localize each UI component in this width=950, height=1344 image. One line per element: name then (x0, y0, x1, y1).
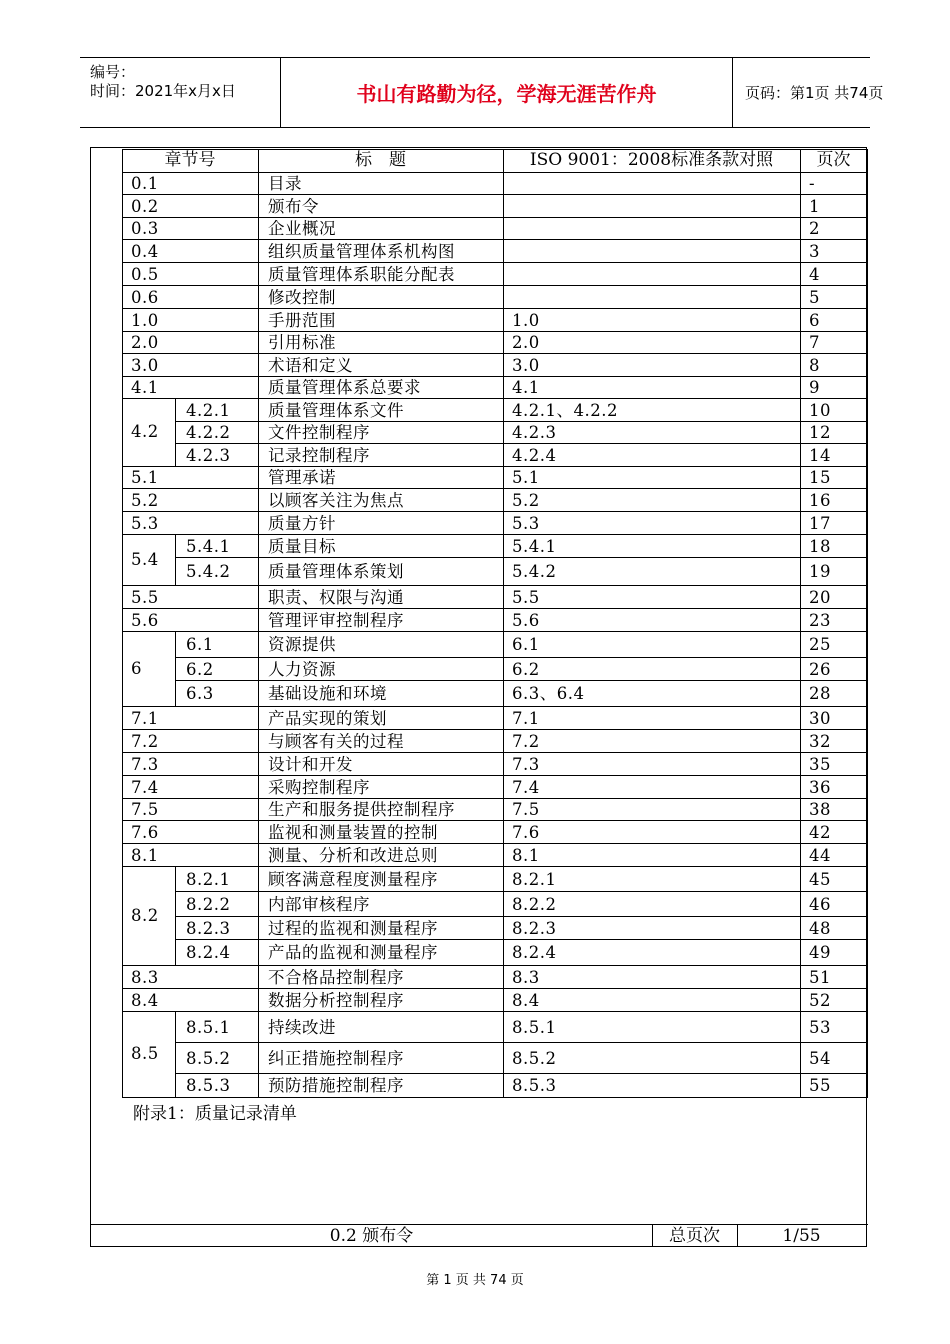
section-number: 7.4 (131, 778, 159, 797)
iso-clause: 6.3、6.4 (512, 684, 585, 703)
section-title: 目录 (268, 174, 302, 193)
document-date: 时间：2021年x月x日 (90, 82, 236, 100)
section-title: 质量管理体系文件 (268, 401, 404, 420)
table-rule (122, 285, 868, 286)
table-rule (122, 988, 868, 989)
section-title: 组织质量管理体系机构图 (268, 242, 455, 261)
footer-doc-title: 0.2 颁布令 (329, 1226, 414, 1246)
table-rule (175, 680, 868, 681)
page-number-cell: 45 (809, 870, 831, 889)
document-number-label: 编号： (90, 63, 136, 81)
column-header: 页次 (816, 150, 851, 170)
page-number-cell: 38 (809, 800, 831, 819)
iso-clause: 8.5.2 (512, 1049, 557, 1068)
page-number-cell: 28 (809, 684, 831, 703)
document-footer (90, 1224, 867, 1247)
subsection-number: 8.5.3 (186, 1076, 231, 1095)
page-number-cell: 49 (809, 943, 831, 962)
section-title: 数据分析控制程序 (268, 991, 404, 1010)
page-number-cell: 8 (809, 356, 820, 375)
section-number: 3.0 (131, 356, 159, 375)
table-rule (122, 729, 868, 730)
iso-clause: 5.1 (512, 468, 540, 487)
table-rule (175, 916, 868, 917)
page-number-cell: 52 (809, 991, 831, 1010)
table-rule (175, 421, 868, 422)
table-rule (122, 843, 868, 844)
table-rule (122, 308, 868, 309)
iso-clause: 7.6 (512, 823, 540, 842)
page-number-cell: 12 (809, 423, 831, 442)
page-number-cell: 7 (809, 333, 820, 352)
section-number: 0.6 (131, 288, 159, 307)
iso-clause: 8.2.3 (512, 919, 557, 938)
iso-clause: 8.5.1 (512, 1018, 557, 1037)
iso-clause: 2.0 (512, 333, 540, 352)
subsection-number: 8.5.1 (186, 1018, 231, 1037)
page-number-cell: 1 (809, 197, 820, 216)
iso-clause: 8.4 (512, 991, 540, 1010)
iso-clause: 4.2.1、4.2.2 (512, 401, 618, 420)
subsection-number: 4.2.2 (186, 423, 231, 442)
section-number: 0.3 (131, 219, 159, 238)
section-title: 质量管理体系总要求 (268, 378, 421, 397)
section-title: 引用标准 (268, 333, 336, 352)
subsection-number: 8.2.3 (186, 919, 231, 938)
table-rule (122, 775, 868, 776)
section-title: 生产和服务提供控制程序 (268, 800, 455, 819)
table-rule (175, 398, 176, 466)
iso-clause: 7.1 (512, 709, 540, 728)
subsection-number: 5.4.1 (186, 537, 231, 556)
page-number-cell: 14 (809, 446, 831, 465)
table-rule (122, 820, 868, 821)
page-number-cell: 3 (809, 242, 820, 261)
page-number-cell: 53 (809, 1018, 831, 1037)
section-title: 质量管理体系策划 (268, 562, 404, 581)
page-number-cell: 4 (809, 265, 820, 284)
iso-clause: 3.0 (512, 356, 540, 375)
section-title: 测量、分析和改进总则 (268, 846, 438, 865)
section-title: 颁布令 (268, 197, 319, 216)
table-rule (122, 608, 868, 609)
page-number-cell: - (809, 174, 816, 193)
table-rule (122, 149, 123, 1097)
table-rule (122, 511, 868, 512)
iso-clause: 5.5 (512, 588, 540, 607)
table-rule (122, 217, 868, 218)
table-rule (122, 1011, 868, 1012)
footer-total-label: 总页次 (669, 1226, 720, 1246)
table-rule (122, 262, 868, 263)
page-number-cell: 44 (809, 846, 831, 865)
section-title: 文件控制程序 (268, 423, 370, 442)
section-title: 纠正措施控制程序 (268, 1049, 404, 1068)
section-title: 管理评审控制程序 (268, 611, 404, 630)
section-number: 1.0 (131, 311, 159, 330)
table-rule (175, 657, 868, 658)
section-title: 采购控制程序 (268, 778, 370, 797)
section-title: 产品的监视和测量程序 (268, 943, 438, 962)
section-number: 5.3 (131, 514, 159, 533)
section-title: 设计和开发 (268, 755, 353, 774)
section-title: 顾客满意程度测量程序 (268, 870, 438, 889)
group-section-number: 4.2 (131, 422, 159, 441)
table-rule (122, 534, 868, 535)
page-number-cell: 51 (809, 968, 831, 987)
section-number: 7.6 (131, 823, 159, 842)
table-rule (122, 194, 868, 195)
page-number-cell: 32 (809, 732, 831, 751)
group-section-number: 8.5 (131, 1044, 159, 1063)
page-number-cell: 42 (809, 823, 831, 842)
section-title: 持续改进 (268, 1018, 336, 1037)
section-number: 0.5 (131, 265, 159, 284)
table-rule (503, 149, 504, 1097)
section-number: 5.6 (131, 611, 159, 630)
subsection-number: 6.3 (186, 684, 214, 703)
appendix-note: 附录1：质量记录清单 (133, 1104, 297, 1124)
iso-clause: 4.2.4 (512, 446, 557, 465)
subsection-number: 8.2.4 (186, 943, 231, 962)
table-rule (122, 466, 868, 467)
section-title: 基础设施和环境 (268, 684, 387, 703)
section-number: 0.2 (131, 197, 159, 216)
page-number-cell: 46 (809, 895, 831, 914)
section-title: 产品实现的策划 (268, 709, 387, 728)
page-number-cell: 23 (809, 611, 831, 630)
table-rule (122, 798, 868, 799)
table-rule (122, 488, 868, 489)
page-number-cell: 36 (809, 778, 831, 797)
section-number: 7.1 (131, 709, 159, 728)
page-number-cell: 18 (809, 537, 831, 556)
section-number: 7.3 (131, 755, 159, 774)
page-number-cell: 6 (809, 311, 820, 330)
section-number: 8.1 (131, 846, 159, 865)
table-rule (175, 443, 868, 444)
iso-clause: 8.5.3 (512, 1076, 557, 1095)
page-number-cell: 48 (809, 919, 831, 938)
table-rule (122, 1097, 868, 1098)
column-header: 章节号 (164, 150, 216, 170)
iso-clause: 4.1 (512, 378, 540, 397)
page-number-cell: 17 (809, 514, 831, 533)
iso-clause: 8.2.1 (512, 870, 557, 889)
table-rule (122, 239, 868, 240)
section-title: 术语和定义 (268, 356, 353, 375)
iso-clause: 8.1 (512, 846, 540, 865)
table-rule (175, 1073, 868, 1074)
section-title: 人力资源 (268, 660, 336, 679)
table-rule (800, 149, 801, 1097)
page-number-cell: 5 (809, 288, 820, 307)
section-number: 5.1 (131, 468, 159, 487)
iso-clause: 7.4 (512, 778, 540, 797)
subsection-number: 4.2.3 (186, 446, 231, 465)
table-rule (122, 706, 868, 707)
section-title: 修改控制 (268, 288, 336, 307)
section-number: 8.3 (131, 968, 159, 987)
section-title: 手册范围 (268, 311, 336, 330)
header-meta (80, 58, 281, 127)
page-number-cell: 20 (809, 588, 831, 607)
iso-clause: 1.0 (512, 311, 540, 330)
table-rule (122, 752, 868, 753)
table-rule (122, 331, 868, 332)
subsection-number: 8.2.1 (186, 870, 231, 889)
section-title: 监视和测量装置的控制 (268, 823, 438, 842)
page-number-cell: 2 (809, 219, 820, 238)
section-number: 5.2 (131, 491, 159, 510)
section-title: 质量目标 (268, 537, 336, 556)
section-title: 质量管理体系职能分配表 (268, 265, 455, 284)
section-title: 管理承诺 (268, 468, 336, 487)
iso-clause: 4.2.3 (512, 423, 557, 442)
section-number: 0.1 (131, 174, 159, 193)
iso-clause: 8.2.4 (512, 943, 557, 962)
page-number-cell: 26 (809, 660, 831, 679)
table-rule (122, 376, 868, 377)
section-title: 预防措施控制程序 (268, 1076, 404, 1095)
table-rule (175, 1042, 868, 1043)
subsection-number: 6.2 (186, 660, 214, 679)
table-rule (122, 866, 868, 867)
group-section-number: 6 (131, 659, 142, 678)
subsection-number: 4.2.1 (186, 401, 231, 420)
iso-clause: 5.3 (512, 514, 540, 533)
section-title: 质量方针 (268, 514, 336, 533)
section-title: 职责、权限与沟通 (268, 588, 404, 607)
page-number-cell: 10 (809, 401, 831, 420)
iso-clause: 8.2.2 (512, 895, 557, 914)
table-rule (122, 585, 868, 586)
page-number-cell: 25 (809, 635, 831, 654)
section-title: 内部审核程序 (268, 895, 370, 914)
table-rule (122, 398, 868, 399)
subsection-number: 5.4.2 (186, 562, 231, 581)
table-rule (122, 353, 868, 354)
subsection-number: 8.5.2 (186, 1049, 231, 1068)
iso-clause: 5.2 (512, 491, 540, 510)
page-number-cell: 30 (809, 709, 831, 728)
section-number: 8.4 (131, 991, 159, 1010)
section-number: 7.5 (131, 800, 159, 819)
section-number: 7.2 (131, 732, 159, 751)
subsection-number: 6.1 (186, 635, 214, 654)
table-rule (258, 149, 259, 1097)
iso-clause: 5.4.2 (512, 562, 557, 581)
section-number: 2.0 (131, 333, 159, 352)
table-rule (122, 965, 868, 966)
table-rule (175, 534, 176, 585)
table-rule (175, 891, 868, 892)
header-page-info: 页码：第1页 共74页 (745, 84, 884, 102)
table-rule (122, 172, 868, 173)
footer-total-value: 1/55 (782, 1226, 821, 1246)
section-title: 以顾客关注为焦点 (268, 491, 404, 510)
section-title: 不合格品控制程序 (268, 968, 404, 987)
page-number-cell: 16 (809, 491, 831, 510)
page-number-cell: 19 (809, 562, 831, 581)
group-section-number: 5.4 (131, 550, 159, 569)
section-title: 过程的监视和测量程序 (268, 919, 438, 938)
iso-clause: 7.3 (512, 755, 540, 774)
iso-clause: 5.6 (512, 611, 540, 630)
page-header (80, 57, 884, 128)
iso-clause: 5.4.1 (512, 537, 557, 556)
iso-clause: 7.5 (512, 800, 540, 819)
table-rule (175, 1011, 176, 1097)
page-number-cell: 54 (809, 1049, 831, 1068)
page-number-cell: 35 (809, 755, 831, 774)
table-rule (122, 631, 868, 632)
iso-clause: 8.3 (512, 968, 540, 987)
page-number-cell: 15 (809, 468, 831, 487)
section-title: 资源提供 (268, 635, 336, 654)
table-rule (867, 149, 868, 1097)
column-header: ISO 9001：2008标准条款对照 (529, 150, 774, 170)
iso-clause: 7.2 (512, 732, 540, 751)
table-rule (175, 557, 868, 558)
subsection-number: 8.2.2 (186, 895, 231, 914)
group-section-number: 8.2 (131, 906, 159, 925)
table-rule (175, 631, 176, 706)
page-number-cell: 55 (809, 1076, 831, 1095)
section-title: 记录控制程序 (268, 446, 370, 465)
table-rule (175, 939, 868, 940)
section-number: 5.5 (131, 588, 159, 607)
section-title: 与顾客有关的过程 (268, 732, 404, 751)
iso-clause: 6.2 (512, 660, 540, 679)
header-motto: 书山有路勤为径，学海无涯苦作舟 (281, 58, 733, 127)
iso-clause: 6.1 (512, 635, 540, 654)
section-title: 企业概况 (268, 219, 336, 238)
page-number: 第 1 页 共 74 页 (426, 1273, 524, 1288)
section-number: 0.4 (131, 242, 159, 261)
section-number: 4.1 (131, 378, 159, 397)
page-number-cell: 9 (809, 378, 820, 397)
column-header: 标 题 (355, 150, 406, 170)
